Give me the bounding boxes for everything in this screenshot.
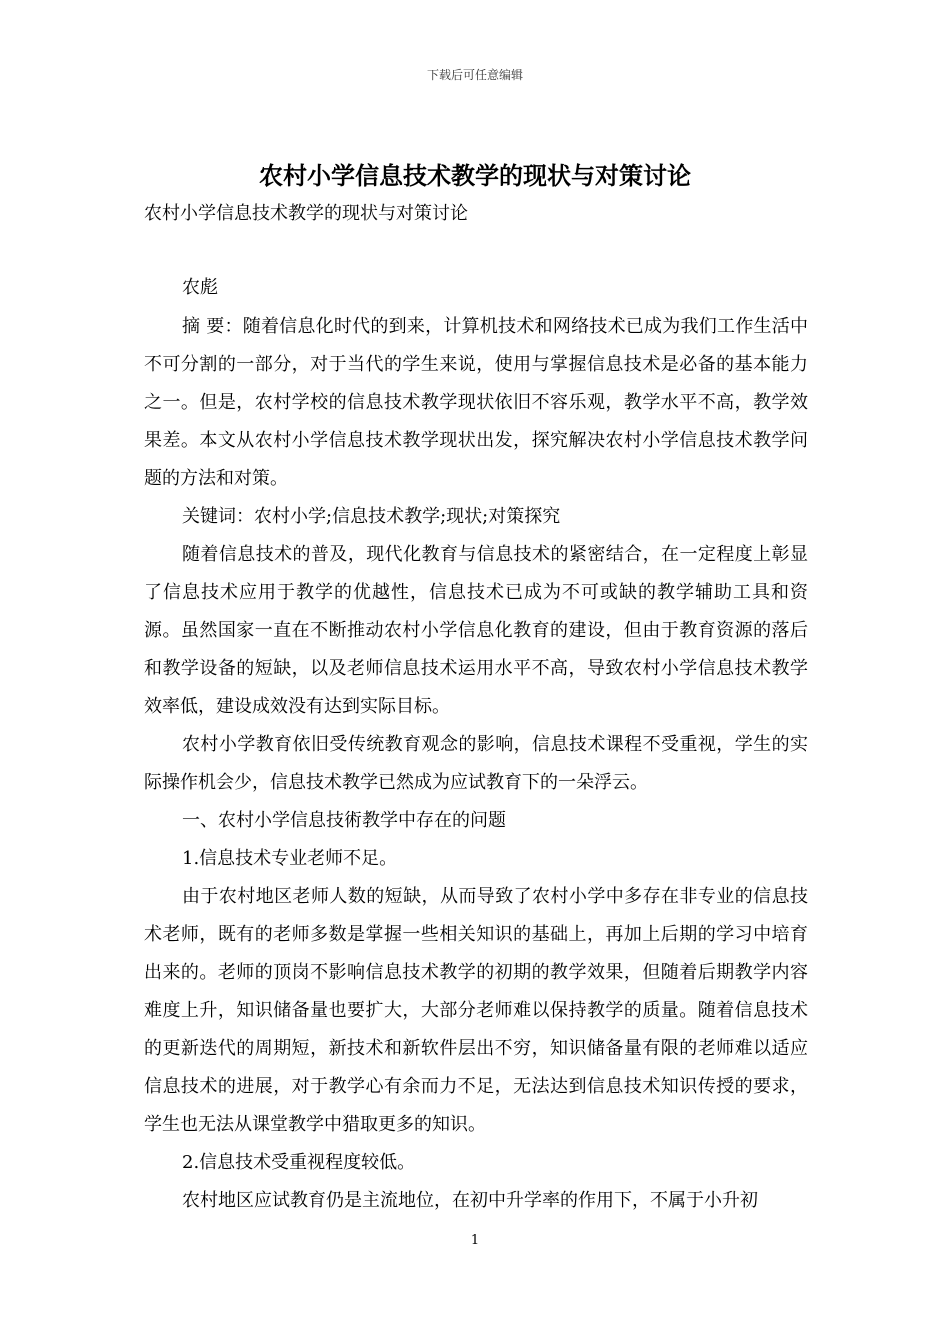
subsection-heading: 2.信息技术受重视程度较低。 <box>182 1152 416 1173</box>
body-paragraph: 农村地区应试教育仍是主流地位，在初中升学率的作用下，不属于小升初 <box>182 1190 758 1211</box>
page-number: 1 <box>470 1233 480 1248</box>
document-title: 农村小学信息技术教学的现状与对策讨论 <box>259 162 691 190</box>
document-subtitle: 农村小学信息技术教学的现状与对策讨论 <box>144 203 468 224</box>
body-paragraph: 随着信息技术的普及，现代化教育与信息技术的紧密结合，在一定程度上彰显了信息技术应用于教学的优越性，信息技术已成为不可或缺的教学辅助工具和资源。虽然国家一直在不断推动农村小学信息化教育的建设，但由于教育资源的落后和教学设备的短缺，以及老师信息技术运用水平不高，导致农村小学信息技术教学效率低，建设成效没有达到实际目标。 <box>144 544 808 717</box>
document-body <box>144 308 808 1220</box>
abstract-paragraph: 摘 要：随着信息化时代的到来，计算机技术和网络技术已成为我们工作生活中不可分割的一部分，对于当代的学生来说，使用与掌握信息技术是必备的基本能力之一。但是，农村学校的信息技术教学现状依旧不容乐观，教学水平不高，教学效果差。本文从农村小学信息技术教学现状出发，探究解决农村小学信息技术教学问题的方法和对策。 <box>144 316 808 489</box>
subsection-heading: 1.信息技术专业老师不足。 <box>182 848 398 869</box>
header-note: 下载后可任意编辑 <box>426 68 523 82</box>
author-name: 农彪 <box>182 277 218 298</box>
body-paragraph: 农村小学教育依旧受传统教育观念的影响，信息技术课程不受重视，学生的实际操作机会少，信息技术教学已然成为应试教育下的一朵浮云。 <box>144 734 808 793</box>
keywords-paragraph: 关键词：农村小学;信息技术教学;现状;对策探究 <box>182 506 561 527</box>
section-heading: 一、农村小学信息技術教学中存在的问题 <box>182 810 506 831</box>
body-paragraph: 由于农村地区老师人数的短缺，从而导致了农村小学中多存在非专业的信息技术老师，既有的老师多数是掌握一些相关知识的基础上，再加上后期的学习中培育出来的。老师的顶岗不影响信息技术教学的初期的教学效果，但随着后期教学内容难度上升，知识储备量也要扩大，大部分老师难以保持教学的质量。随着信息技术的更新迭代的周期短，新技术和新软件层出不穷，知识储备量有限的老师难以适应信息技术的进展，对于教学心有余而力不足，无法达到信息技术知识传授的要求，学生也无法从课堂教学中猎取更多的知识。 <box>144 886 808 1135</box>
